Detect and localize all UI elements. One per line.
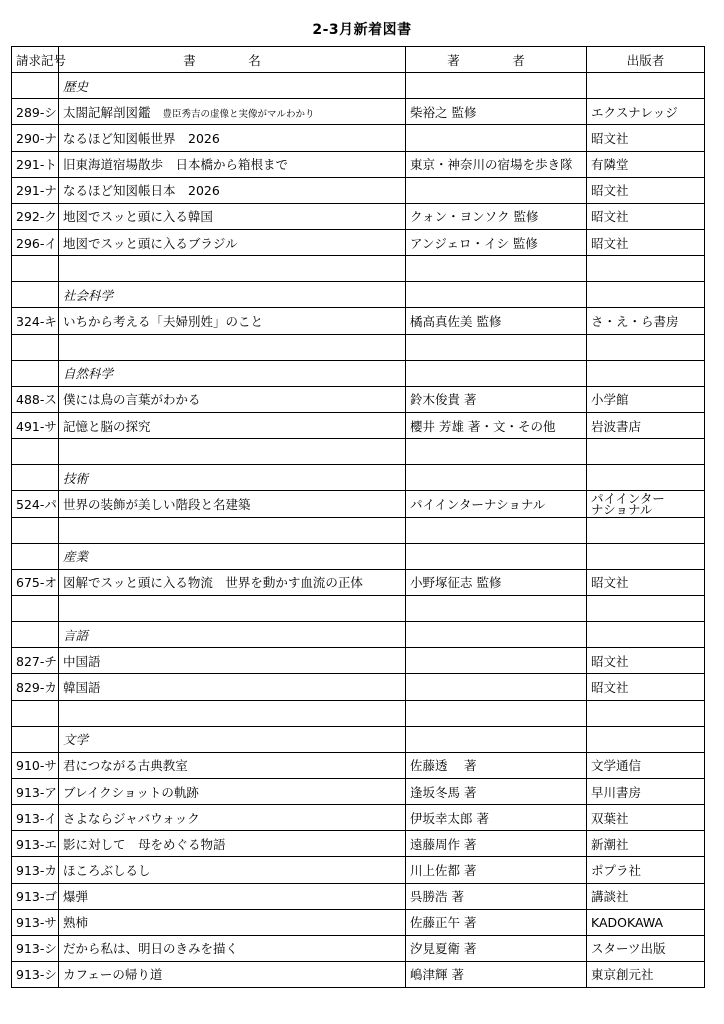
table-row bbox=[12, 961, 705, 987]
header-call-number: 請求記号 bbox=[12, 47, 59, 73]
book-title: 記憶と脳の探究 bbox=[63, 418, 151, 434]
publisher-cell bbox=[587, 726, 705, 752]
publisher-cell bbox=[587, 543, 705, 569]
title-cell bbox=[59, 334, 406, 360]
book-title: 韓国語 bbox=[63, 679, 101, 695]
book-title: 爆弾 bbox=[63, 889, 89, 905]
publisher-name: 新潮社 bbox=[591, 836, 629, 852]
publisher-name: 昭文社 bbox=[591, 679, 629, 695]
author-cell: 嶋津輝 著 bbox=[406, 961, 587, 987]
blank-row bbox=[12, 700, 705, 726]
call-number: 913-ア bbox=[12, 778, 59, 804]
publisher-cell bbox=[587, 517, 705, 543]
publisher-cell bbox=[587, 595, 705, 621]
call-cell bbox=[12, 622, 59, 648]
publisher-cell bbox=[587, 622, 705, 648]
call-number: 913-シ bbox=[12, 935, 59, 961]
author-cell: 遠藤周作 著 bbox=[406, 831, 587, 857]
book-title: ほころぶしるし bbox=[63, 862, 151, 878]
table-row bbox=[12, 752, 705, 778]
table-row bbox=[12, 674, 705, 700]
header-author: 著 者 bbox=[406, 47, 587, 73]
title-cell bbox=[59, 569, 406, 595]
title-cell bbox=[59, 648, 406, 674]
publisher-cell bbox=[587, 648, 705, 674]
publisher-cell bbox=[587, 439, 705, 465]
author-cell bbox=[406, 177, 587, 203]
call-number: 913-シ bbox=[12, 961, 59, 987]
author-cell: 逢坂冬馬 著 bbox=[406, 778, 587, 804]
author-cell bbox=[406, 517, 587, 543]
book-title: 地図でスッと頭に入る韓国 bbox=[63, 209, 213, 225]
category-row bbox=[12, 73, 705, 99]
publisher-cell bbox=[587, 386, 705, 412]
author-cell bbox=[406, 700, 587, 726]
publisher-cell bbox=[587, 883, 705, 909]
blank-row bbox=[12, 595, 705, 621]
author-cell bbox=[406, 595, 587, 621]
page-title: 2-3月新着図書 bbox=[312, 22, 412, 38]
call-cell bbox=[12, 334, 59, 360]
title-cell bbox=[59, 491, 406, 517]
publisher-name: 昭文社 bbox=[591, 130, 629, 146]
table-row bbox=[12, 386, 705, 412]
call-number: 291-ナ bbox=[12, 177, 59, 203]
blank-row bbox=[12, 439, 705, 465]
book-title: なるほど知図帳世界 2026 bbox=[63, 130, 220, 146]
book-title: 世界の装飾が美しい階段と名建築 bbox=[63, 496, 251, 512]
author-cell bbox=[406, 282, 587, 308]
author-cell bbox=[406, 674, 587, 700]
table-row bbox=[12, 648, 705, 674]
author-cell bbox=[406, 125, 587, 151]
publisher-cell bbox=[587, 700, 705, 726]
book-title: カフェーの帰り道 bbox=[63, 967, 163, 983]
call-number: 913-サ bbox=[12, 909, 59, 935]
category-row bbox=[12, 543, 705, 569]
table-row bbox=[12, 569, 705, 595]
publisher-name: 早川書房 bbox=[591, 784, 642, 800]
publisher-cell bbox=[587, 203, 705, 229]
title-cell bbox=[59, 203, 406, 229]
publisher-cell bbox=[587, 73, 705, 99]
publisher-name: 昭文社 bbox=[591, 209, 629, 225]
call-cell bbox=[12, 256, 59, 282]
table-row bbox=[12, 831, 705, 857]
publisher-cell bbox=[587, 334, 705, 360]
category-row bbox=[12, 726, 705, 752]
call-number: 324-キ bbox=[12, 308, 59, 334]
publisher-cell bbox=[587, 412, 705, 438]
book-title: 影に対して 母をめぐる物語 bbox=[63, 836, 226, 852]
author-cell: 川上佐都 著 bbox=[406, 857, 587, 883]
author-cell: 鈴木俊貴 著 bbox=[406, 386, 587, 412]
call-number: 829-カ bbox=[12, 674, 59, 700]
category-row bbox=[12, 282, 705, 308]
call-number: 290-ナ bbox=[12, 125, 59, 151]
call-cell bbox=[12, 360, 59, 386]
category-row bbox=[12, 465, 705, 491]
book-title: なるほど知図帳日本 2026 bbox=[63, 183, 220, 199]
category-label: 歴史 bbox=[59, 73, 406, 99]
title-cell bbox=[59, 857, 406, 883]
publisher-cell bbox=[587, 256, 705, 282]
publisher-name: 東京創元社 bbox=[591, 967, 654, 983]
author-cell: 小野塚征志 監修 bbox=[406, 569, 587, 595]
title-cell bbox=[59, 674, 406, 700]
blank-row bbox=[12, 256, 705, 282]
category-label: 産業 bbox=[59, 543, 406, 569]
category-row bbox=[12, 360, 705, 386]
author-cell bbox=[406, 439, 587, 465]
header-title: 書 名 bbox=[59, 47, 406, 73]
book-title: さよならジャバウォック bbox=[63, 810, 200, 826]
title-cell bbox=[59, 700, 406, 726]
publisher-cell bbox=[587, 674, 705, 700]
title-cell bbox=[59, 229, 406, 255]
title-cell bbox=[59, 935, 406, 961]
table-row bbox=[12, 125, 705, 151]
author-cell bbox=[406, 622, 587, 648]
call-cell bbox=[12, 73, 59, 99]
table-row bbox=[12, 308, 705, 334]
title-cell bbox=[59, 883, 406, 909]
table-row bbox=[12, 909, 705, 935]
call-number: 292-ク bbox=[12, 203, 59, 229]
call-number: 291-ト bbox=[12, 151, 59, 177]
category-label: 社会科学 bbox=[59, 282, 406, 308]
author-cell: 呉勝浩 著 bbox=[406, 883, 587, 909]
publisher-cell bbox=[587, 125, 705, 151]
publisher-name: 昭文社 bbox=[591, 575, 629, 591]
title-cell bbox=[59, 909, 406, 935]
header-publisher: 出版者 bbox=[587, 47, 705, 73]
title-cell bbox=[59, 412, 406, 438]
title-cell bbox=[59, 439, 406, 465]
publisher-cell bbox=[587, 177, 705, 203]
call-number: 913-ゴ bbox=[12, 883, 59, 909]
book-title: 太閤記解剖図鑑 bbox=[63, 104, 151, 120]
call-cell bbox=[12, 700, 59, 726]
table-row bbox=[12, 151, 705, 177]
table-row bbox=[12, 412, 705, 438]
publisher-name: さ・え・ら書房 bbox=[591, 313, 679, 329]
call-cell bbox=[12, 543, 59, 569]
author-cell: 東京・神奈川の宿場を歩き隊 bbox=[406, 151, 587, 177]
book-title: いちから考える「夫婦別姓」のこと bbox=[63, 313, 264, 329]
book-title: 君につながる古典教室 bbox=[63, 758, 188, 774]
publisher-name: 有隣堂 bbox=[591, 157, 629, 173]
book-title: 僕には鳥の言葉がわかる bbox=[63, 392, 201, 408]
call-cell bbox=[12, 282, 59, 308]
author-cell bbox=[406, 726, 587, 752]
book-title: 中国語 bbox=[63, 653, 101, 669]
blank-row bbox=[12, 334, 705, 360]
category-row bbox=[12, 622, 705, 648]
author-cell: 佐藤正午 著 bbox=[406, 909, 587, 935]
call-number: 910-サ bbox=[12, 752, 59, 778]
publisher-cell bbox=[587, 857, 705, 883]
publisher-name: エクスナレッジ bbox=[591, 104, 678, 120]
table-row bbox=[12, 99, 705, 125]
blank-row bbox=[12, 517, 705, 543]
author-cell bbox=[406, 360, 587, 386]
table-row bbox=[12, 491, 705, 517]
publisher-name: KADOKAWA bbox=[591, 914, 664, 930]
title-cell bbox=[59, 752, 406, 778]
title-cell bbox=[59, 151, 406, 177]
book-subtitle: 豊臣秀吉の虚像と実像がマルわかり bbox=[162, 108, 315, 120]
publisher-name: 昭文社 bbox=[591, 183, 629, 199]
publisher-cell bbox=[587, 465, 705, 491]
publisher-cell bbox=[587, 491, 705, 517]
call-number: 913-イ bbox=[12, 805, 59, 831]
author-cell: 汐見夏衛 著 bbox=[406, 935, 587, 961]
publisher-cell bbox=[587, 752, 705, 778]
publisher-name: 講談社 bbox=[591, 889, 629, 905]
author-cell: アンジェロ・イシ 監修 bbox=[406, 229, 587, 255]
call-cell bbox=[12, 465, 59, 491]
author-cell: パイインターナショナル bbox=[406, 491, 587, 517]
call-number: 524-パ bbox=[12, 491, 59, 517]
publisher-name: ポプラ社 bbox=[591, 862, 642, 878]
title-cell bbox=[59, 256, 406, 282]
publisher-cell bbox=[587, 282, 705, 308]
author-cell: クォン・ヨンソク 監修 bbox=[406, 203, 587, 229]
table-row bbox=[12, 177, 705, 203]
table-header-row bbox=[12, 47, 705, 73]
publisher-name: パイインター bbox=[591, 490, 665, 506]
call-cell bbox=[12, 726, 59, 752]
publisher-name: 文学通信 bbox=[591, 758, 642, 774]
table-row bbox=[12, 203, 705, 229]
call-number: 289-シ bbox=[12, 99, 59, 125]
book-list-table bbox=[11, 46, 705, 988]
title-cell bbox=[59, 831, 406, 857]
title-cell bbox=[59, 595, 406, 621]
call-number: 913-エ bbox=[12, 831, 59, 857]
author-cell bbox=[406, 648, 587, 674]
publisher-cell bbox=[587, 831, 705, 857]
author-cell: 櫻井 芳雄 著・文・その他 bbox=[406, 412, 587, 438]
book-title: 旧東海道宿場散歩 日本橋から箱根まで bbox=[63, 157, 289, 173]
table-row bbox=[12, 935, 705, 961]
call-number: 296-イ bbox=[12, 229, 59, 255]
publisher-name: 岩波書店 bbox=[591, 418, 642, 434]
table-row bbox=[12, 778, 705, 804]
title-cell bbox=[59, 778, 406, 804]
publisher-name: 双葉社 bbox=[591, 810, 629, 826]
publisher-name: スターツ出版 bbox=[591, 941, 666, 957]
author-cell: 柴裕之 監修 bbox=[406, 99, 587, 125]
title-cell bbox=[59, 386, 406, 412]
author-cell bbox=[406, 465, 587, 491]
publisher-name-line2: ナショナル bbox=[591, 501, 653, 517]
title-cell bbox=[59, 177, 406, 203]
book-title: 地図でスッと頭に入るブラジル bbox=[63, 235, 238, 251]
book-title: 図解でスッと頭に入る物流 世界を動かす血流の正体 bbox=[63, 575, 363, 591]
author-cell bbox=[406, 543, 587, 569]
call-number: 827-チ bbox=[12, 648, 59, 674]
title-cell bbox=[59, 99, 406, 125]
table-row bbox=[12, 857, 705, 883]
call-cell bbox=[12, 517, 59, 543]
title-cell bbox=[59, 805, 406, 831]
table-row bbox=[12, 883, 705, 909]
title-cell bbox=[59, 961, 406, 987]
publisher-cell bbox=[587, 805, 705, 831]
book-title: 熟柿 bbox=[63, 915, 89, 931]
call-number: 491-サ bbox=[12, 412, 59, 438]
call-number: 488-ス bbox=[12, 386, 59, 412]
author-cell bbox=[406, 73, 587, 99]
publisher-cell bbox=[587, 308, 705, 334]
category-label: 文学 bbox=[59, 726, 406, 752]
book-title: だから私は、明日のきみを描く bbox=[63, 941, 239, 957]
author-cell: 佐藤透 著 bbox=[406, 752, 587, 778]
publisher-cell bbox=[587, 229, 705, 255]
table-row bbox=[12, 805, 705, 831]
category-label: 自然科学 bbox=[59, 360, 406, 386]
call-number: 913-カ bbox=[12, 857, 59, 883]
publisher-cell bbox=[587, 360, 705, 386]
author-cell: 橘高真佐美 監修 bbox=[406, 308, 587, 334]
call-number: 675-オ bbox=[12, 569, 59, 595]
call-cell bbox=[12, 595, 59, 621]
publisher-cell bbox=[587, 778, 705, 804]
publisher-cell bbox=[587, 935, 705, 961]
author-cell bbox=[406, 256, 587, 282]
category-label: 技術 bbox=[59, 465, 406, 491]
title-cell bbox=[59, 125, 406, 151]
publisher-cell bbox=[587, 961, 705, 987]
call-cell bbox=[12, 439, 59, 465]
title-cell bbox=[59, 308, 406, 334]
publisher-name: 昭文社 bbox=[591, 235, 629, 251]
title-cell bbox=[59, 517, 406, 543]
book-title: ブレイクショットの軌跡 bbox=[63, 784, 199, 800]
table-row bbox=[12, 229, 705, 255]
publisher-name: 昭文社 bbox=[591, 653, 629, 669]
publisher-name: 小学館 bbox=[591, 392, 629, 408]
publisher-cell bbox=[587, 569, 705, 595]
publisher-cell bbox=[587, 909, 705, 935]
category-label: 言語 bbox=[59, 622, 406, 648]
publisher-cell bbox=[587, 151, 705, 177]
publisher-cell bbox=[587, 99, 705, 125]
author-cell: 伊坂幸太郎 著 bbox=[406, 805, 587, 831]
author-cell bbox=[406, 334, 587, 360]
